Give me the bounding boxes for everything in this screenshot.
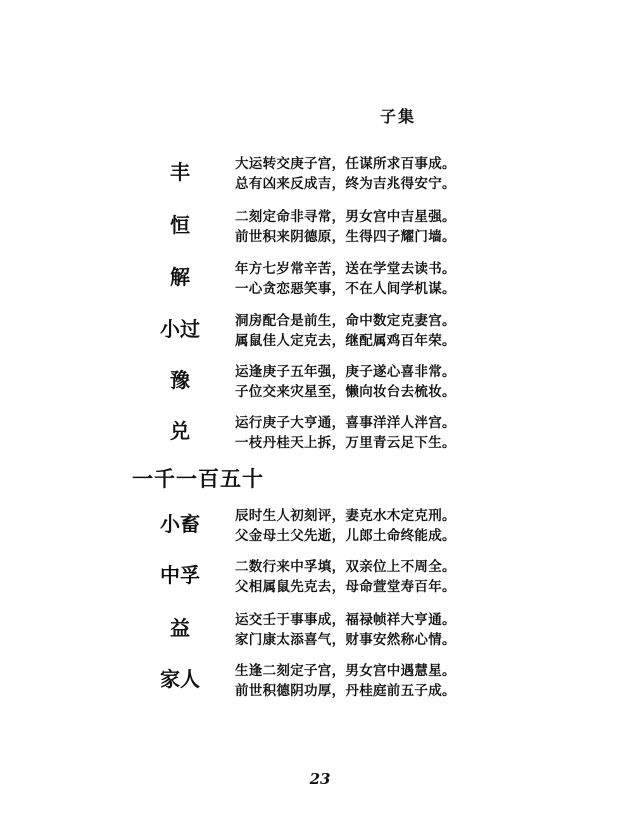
verse-line: 洞房配合是前生，命中数定克妻宫。 (235, 313, 456, 329)
section-title: 一千一百五十 (132, 466, 264, 491)
gua-name: 恒 (170, 213, 190, 237)
gua-entry (0, 207, 640, 253)
page-header: 子集 (380, 107, 417, 126)
gua-name: 家人 (160, 667, 200, 691)
page-number: 23 (309, 770, 331, 788)
verse-line: 父金母土父先逝，儿郎土命终能成。 (235, 528, 456, 544)
gua-entry (0, 154, 640, 200)
verse-line: 前世积来阴德原，生得四子耀门墙。 (235, 229, 456, 245)
verse-line: 前世积德阴功厚，丹桂庭前五子成。 (235, 683, 456, 699)
verse-line: 总有凶来反成吉，终为吉兆得安宁。 (235, 176, 456, 192)
gua-name: 小畜 (160, 512, 200, 536)
verse-line: 一枝丹桂天上拆，万里青云足下生。 (235, 435, 456, 451)
verse-line: 二数行来中孚填，双亲位上不周全。 (235, 559, 456, 575)
gua-entry (0, 362, 640, 408)
gua-entry (0, 661, 640, 707)
verse-line: 二刻定命非寻常，男女宫中吉星强。 (235, 209, 456, 225)
gua-entry (0, 259, 640, 305)
verse-line: 大运转交庚子宫，任谋所求百事成。 (235, 156, 456, 172)
gua-entry (0, 311, 640, 357)
gua-entry (0, 610, 640, 656)
verse-line: 一心贪恋惡笑事，不在人间学机谋。 (235, 281, 456, 297)
gua-name: 丰 (170, 160, 190, 184)
verse-line: 辰时生人初刻评，妻克水木定克刑。 (235, 508, 456, 524)
gua-entry (0, 557, 640, 603)
verse-line: 运交壬于事事成，福禄帧祥大亨通。 (235, 612, 456, 628)
verse-line: 子位交来灾星至，懒向妆台去梳妆。 (235, 384, 456, 400)
verse-line: 家门康太添喜气，财事安然称心情。 (235, 632, 456, 648)
gua-name: 益 (170, 616, 190, 640)
gua-name: 中孚 (160, 563, 200, 587)
verse-line: 运行庚子大亨通，喜事洋洋人泮宫。 (235, 415, 456, 431)
gua-name: 豫 (170, 368, 190, 392)
gua-entry (0, 506, 640, 552)
gua-name: 解 (170, 265, 190, 289)
verse-line: 属鼠佳人定克去，继配属鸡百年荣。 (235, 333, 456, 349)
verse-line: 生逢二刻定子宫，男女宫中遇慧星。 (235, 663, 456, 679)
verse-line: 年方七岁常辛苦，送在学堂去读书。 (235, 261, 456, 277)
gua-entry (0, 413, 640, 459)
verse-line: 父相属鼠先克去，母命萱堂寿百年。 (235, 579, 456, 595)
gua-name: 小过 (160, 317, 200, 341)
gua-name: 兑 (170, 419, 190, 443)
verse-line: 运逢庚子五年强，庚子遂心喜非常。 (235, 364, 456, 380)
